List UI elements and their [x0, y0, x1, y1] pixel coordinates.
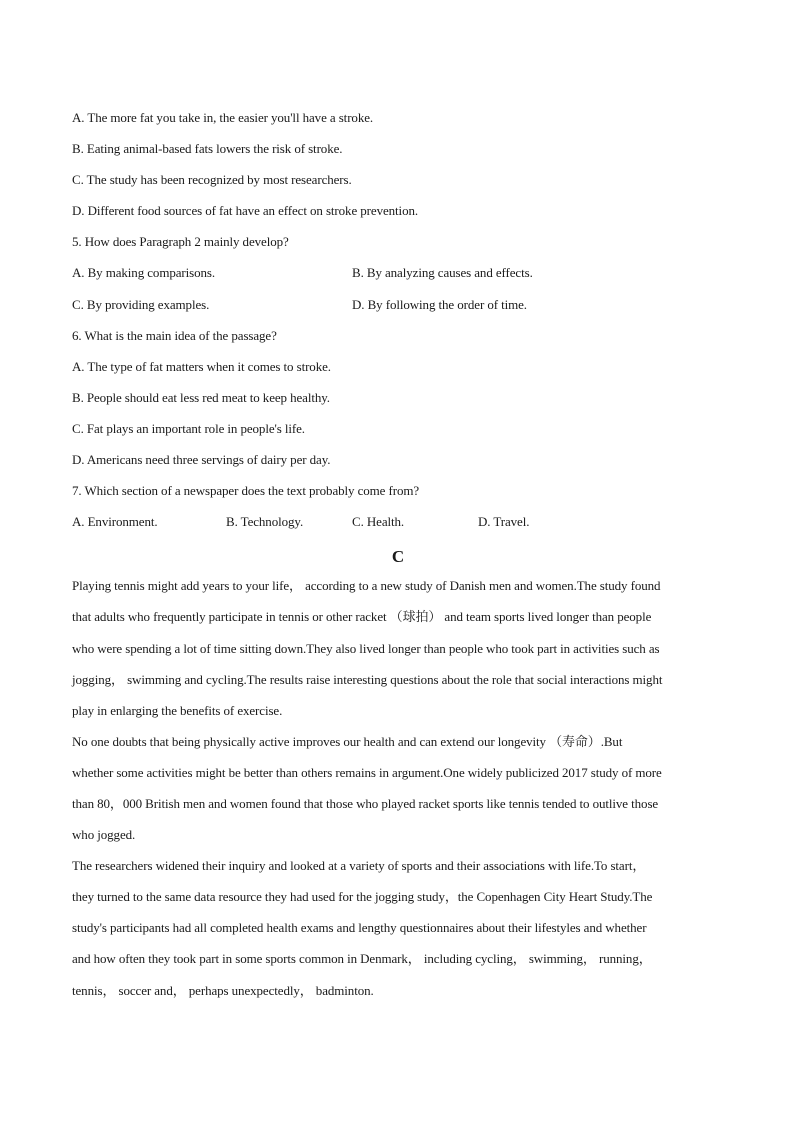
q4-option-c: C. The study has been recognized by most researchers.	[72, 172, 352, 188]
passage-paragraph-2	[72, 726, 724, 850]
q5-question: 5. How does Paragraph 2 mainly develop?	[72, 234, 289, 250]
q7-option-d: D. Travel.	[478, 514, 530, 530]
paragraph-line: than 80，000 British men and women found that those who played racket sports like tennis tended to outlive those	[72, 795, 659, 811]
q6-option-c: C. Fat plays an important role in people's life.	[72, 420, 305, 436]
q5-option-c: C. By providing examples.	[72, 296, 210, 312]
q7-option-c: C. Health.	[352, 514, 405, 530]
paragraph-line: study's participants had all completed health exams and lengthy questionnaires about their lifestyles and whether	[72, 920, 647, 936]
q7-option-b: B. Technology.	[226, 514, 304, 530]
document-page	[72, 102, 724, 1006]
paragraph-line: that adults who frequently participate in tennis or other racket （球拍） and team sports lived longer than people	[72, 609, 652, 625]
q6-question: 6. What is the main idea of the passage?	[72, 327, 277, 343]
paragraph-line: tennis， soccer and， perhaps unexpectedly， badminton.	[72, 982, 374, 998]
passage-paragraph-1	[72, 570, 724, 725]
q6-option-b: B. People should eat less red meat to keep healthy.	[72, 389, 330, 405]
q7-question: 7. Which section of a newspaper does the text probably come from?	[72, 483, 420, 499]
q4-option-d: D. Different food sources of fat have an effect on stroke prevention.	[72, 203, 419, 219]
paragraph-line: play in enlarging the benefits of exercise.	[72, 702, 283, 718]
section-heading: C	[391, 547, 405, 567]
paragraph-line: The researchers widened their inquiry and looked at a variety of sports and their associations with life.To start，	[72, 858, 646, 874]
q5-options-row-2	[72, 289, 724, 320]
q7-options-row	[72, 506, 724, 537]
q4-option-b: B. Eating animal-based fats lowers the risk of stroke.	[72, 141, 343, 157]
paragraph-line: No one doubts that being physically active improves our health and can extend our longevity （寿命）.But	[72, 733, 623, 749]
paragraph-line: they turned to the same data resource they had used for the jogging study，the Copenhagen City Heart Study.The	[72, 889, 653, 905]
paragraph-line: jogging， swimming and cycling.The results raise interesting questions about the role that social interactions might	[72, 671, 663, 687]
passage-paragraph-3	[72, 850, 724, 1005]
paragraph-line: who jogged.	[72, 827, 136, 843]
q5-option-b: B. By analyzing causes and effects.	[352, 265, 533, 281]
paragraph-line: who were spending a lot of time sitting down.They also lived longer than people who took part in activities such as	[72, 640, 660, 656]
q4-option-a: A. The more fat you take in, the easier you'll have a stroke.	[72, 110, 374, 125]
q7-option-a: A. Environment.	[72, 514, 158, 530]
q5-option-a: A. By making comparisons.	[72, 265, 216, 281]
paragraph-line: and how often they took part in some sports common in Denmark， including cycling， swimming， running，	[72, 951, 652, 967]
q6-option-a: A. The type of fat matters when it comes to stroke.	[72, 358, 331, 374]
paragraph-line: whether some activities might be better than others remains in argument.One widely publicized 2017 study of more	[72, 764, 662, 780]
paragraph-line: Playing tennis might add years to your life， according to a new study of Danish men and women.The study found	[72, 578, 661, 594]
q5-option-d: D. By following the order of time.	[352, 296, 527, 312]
q6-option-d: D. Americans need three servings of dairy per day.	[72, 452, 331, 468]
q5-options-row-1	[72, 257, 724, 288]
